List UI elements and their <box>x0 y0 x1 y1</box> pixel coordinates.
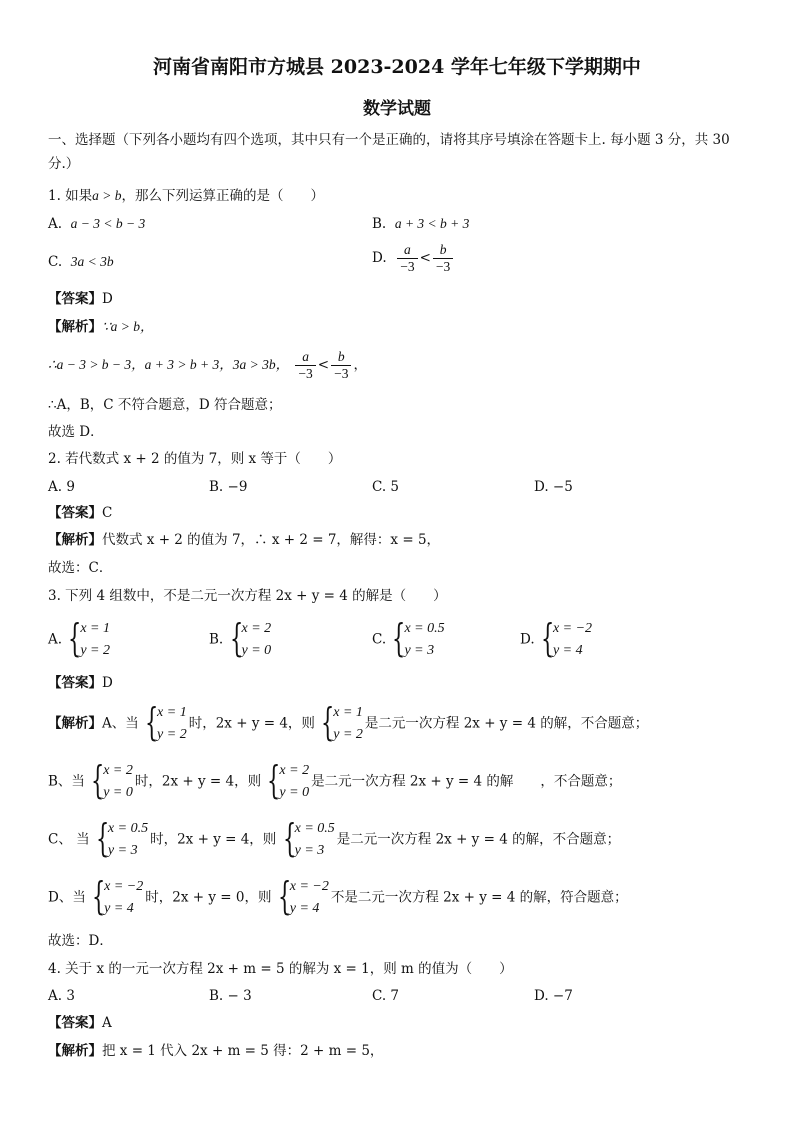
equation-system: { x = −2 y = 4 <box>92 874 144 918</box>
exam-title: 河南省南阳市方城县 2023-2024 学年七年级下学期期中 <box>153 56 641 78</box>
q2-option-b: B. −9 <box>209 479 248 495</box>
q1-option-d: D. $\frac{a}{-3}$ < $\frac{b}{-3}$ <box>372 242 455 275</box>
section1-intro: 一、选择题（下列各小题均有四个选项，其中只有一个是正确的，请将其序号填涂在答题卡上. 每小题 3 分，共 30 分.） <box>48 132 730 172</box>
q2-option-d: D. −5 <box>534 479 573 495</box>
q1-analysis: 【解析】∵a > b， <box>48 319 154 335</box>
q2-option-a: A. 9 <box>48 479 75 495</box>
fraction: $\frac{a}{-3}$ <box>397 242 417 275</box>
fraction: $\frac{b}{-3}$ <box>331 349 351 382</box>
q3-stem: 3. 下列 4 组数中，不是二元一次方程 2x + y = 4 的解是（ ） <box>48 588 447 604</box>
equation-system: { x = 0.5 y = 3 <box>392 616 445 660</box>
q4-answer: 【答案】A <box>48 1015 112 1031</box>
q4-option-a: A. 3 <box>48 988 75 1004</box>
equation-system: { x = −2 y = 4 <box>277 874 329 918</box>
q1-analysis-line3: ∴A，B，C 不符合题意，D 符合题意； <box>48 397 282 413</box>
q3-answer: 【答案】D <box>48 675 113 691</box>
q3-option-c: C. { x = 0.5 y = 3 <box>372 616 445 660</box>
q4-option-b: B. − 3 <box>209 988 252 1004</box>
q2-analysis: 【解析】代数式 x + 2 的值为 7，∴ x + 2 = 7，解得：x = 5， <box>48 532 441 548</box>
q1-answer: 【答案】D <box>48 291 113 307</box>
equation-system: { x = 1 y = 2 <box>68 616 111 660</box>
q3-option-a: A. { x = 1 y = 2 <box>48 616 111 660</box>
q3-conclusion: 故选：D． <box>48 933 113 949</box>
q2-conclusion: 故选：C． <box>48 560 113 576</box>
equation-system: { x = 0.5 y = 3 <box>95 816 149 860</box>
equation-system: { x = −2 y = 4 <box>540 616 593 660</box>
q2-option-c: C. 5 <box>372 479 400 495</box>
q2-stem: 2. 若代数式 x + 2 的值为 7，则 x 等于（ ） <box>48 451 342 467</box>
q2-answer: 【答案】C <box>48 505 113 521</box>
q3-analysis-b: B、当 { x = 2 y = 0 时，2x + y = 4，则 { x = 2 y = 0 是二元一次方程 2x + y = 4 的解 ，不合题意； <box>48 758 622 802</box>
q1-option-b: B. a + 3 < b + 3 <box>372 216 470 232</box>
exam-subtitle: 数学试题 <box>363 99 431 119</box>
q1-conclusion: 故选 D． <box>48 424 104 440</box>
fraction: $\frac{a}{-3}$ <box>295 349 315 382</box>
equation-system: { x = 2 y = 0 <box>229 616 272 660</box>
equation-system: { x = 1 y = 2 <box>321 700 363 744</box>
equation-system: { x = 1 y = 2 <box>145 700 187 744</box>
q1-stem: 1. 如果a > b，那么下列运算正确的是（ ） <box>48 188 325 204</box>
q4-option-d: D. −7 <box>534 988 573 1004</box>
q3-option-d: D. { x = −2 y = 4 <box>520 616 593 660</box>
q3-analysis-c: C、 当 { x = 0.5 y = 3 时，2x + y = 4，则 { x = 0.5 y = 3 是二元一次方程 2x + y = 4 的解，不合题意； <box>48 816 621 860</box>
q1-option-c: C. 3a < 3b <box>48 254 114 270</box>
q4-stem: 4. 关于 x 的一元一次方程 2x + m = 5 的解为 x = 1，则 m 的值为（ ） <box>48 961 513 977</box>
equation-system: { x = 0.5 y = 3 <box>282 816 335 860</box>
q4-analysis: 【解析】把 x = 1 代入 2x + m = 5 得：2 + m = 5， <box>48 1043 384 1059</box>
q3-analysis-a: 【解析】A、当 { x = 1 y = 2 时，2x + y = 4，则 { x = 1 y = 2 是二元一次方程 2x + y = 4 的解，不合题意； <box>48 700 649 744</box>
equation-system: { x = 2 y = 0 <box>91 758 133 802</box>
q3-analysis-d: D、当 { x = −2 y = 4 时，2x + y = 0，则 { x = −2 y = 4 不是二元一次方程 2x + y = 4 的解，符合题意； <box>48 874 628 918</box>
q4-option-c: C. 7 <box>372 988 400 1004</box>
equation-system: { x = 2 y = 0 <box>267 758 310 802</box>
q1-option-a: A. a − 3 < b − 3 <box>48 216 146 232</box>
fraction: $\frac{b}{-3}$ <box>433 242 453 275</box>
q3-option-b: B. { x = 2 y = 0 <box>209 616 272 660</box>
q1-analysis-line2: ∴a − 3 > b − 3，a + 3 > b + 3，3a > 3b， $\frac{a}{-3}$ < $\frac{b}{-3}$ ， <box>48 349 367 381</box>
